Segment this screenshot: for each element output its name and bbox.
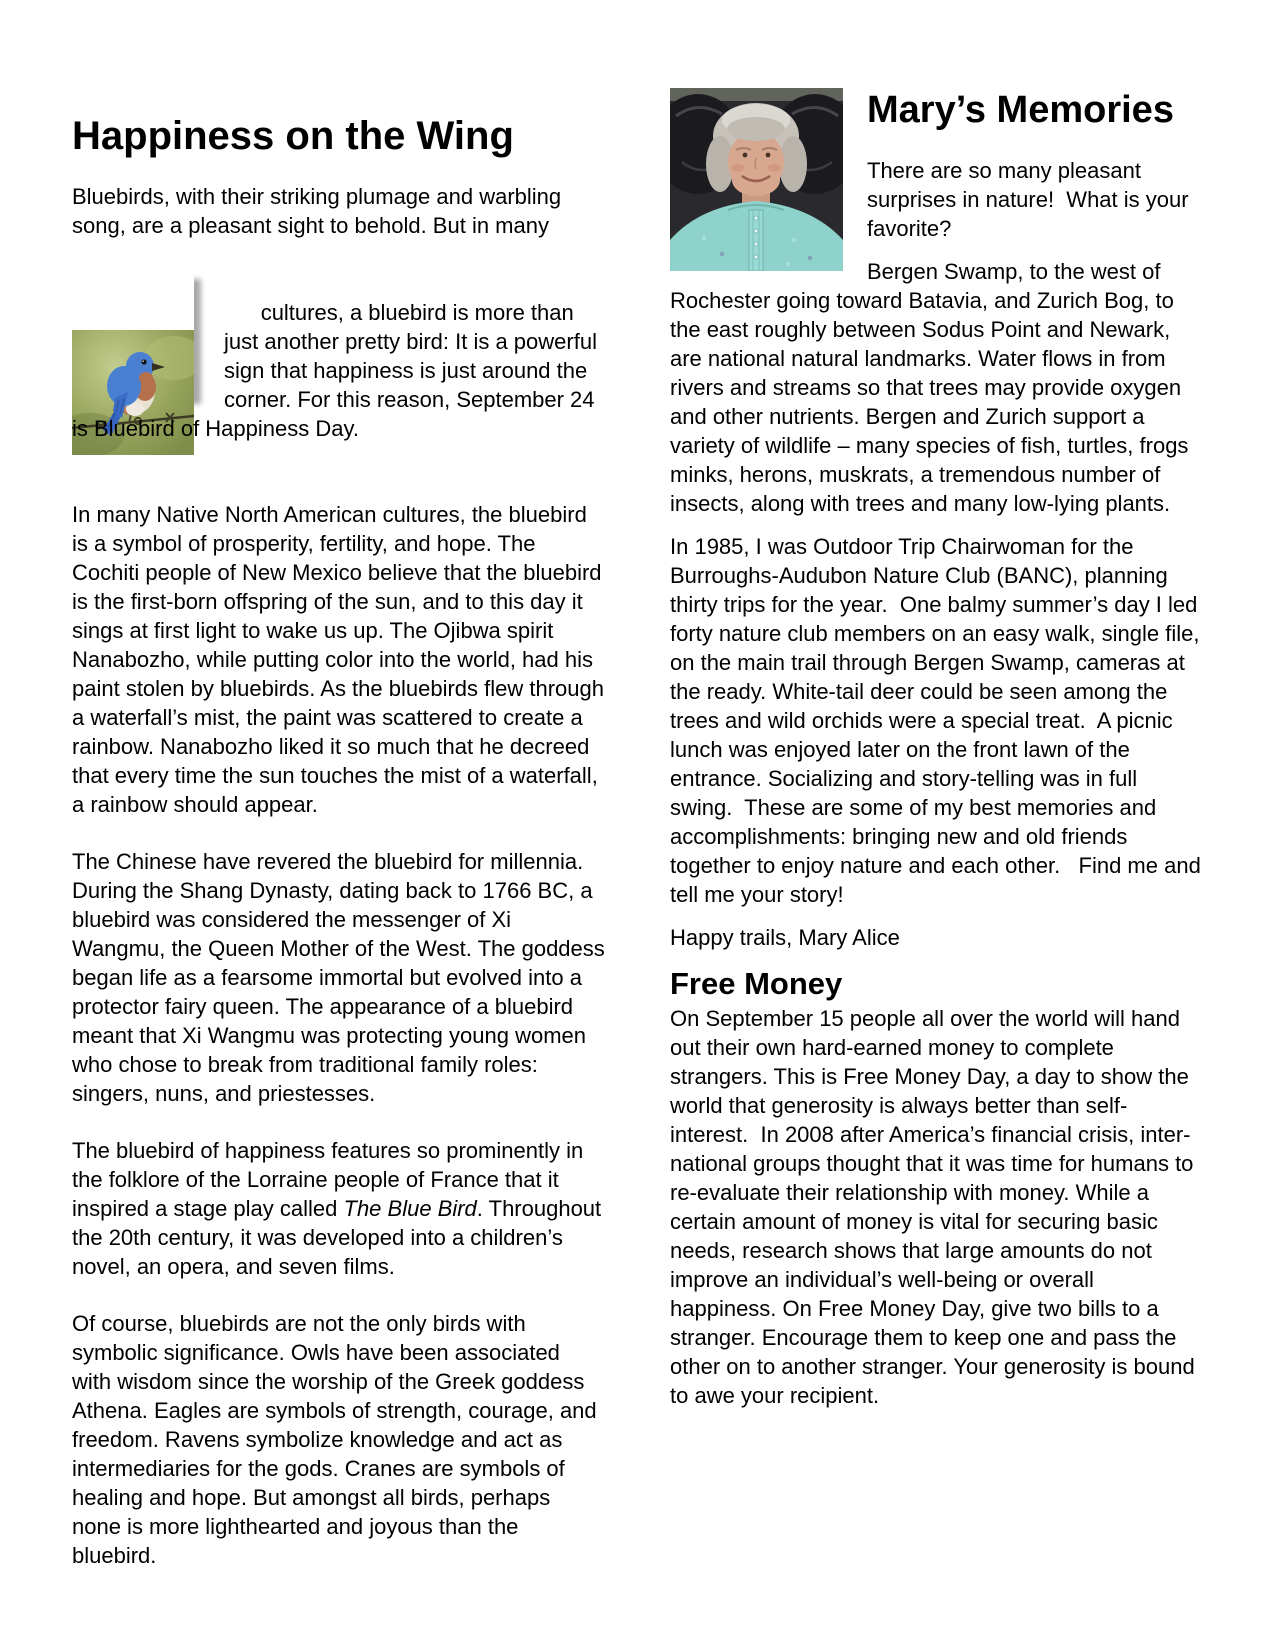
memories-paragraph-1: There are so many pleasant surprises in nature! What is your favorite? <box>867 158 1195 241</box>
happiness-paragraph-5: Of course, bluebirds are not the only birds with symbolic significance. Owls have been associated with wisdom since the worship of the Greek goddess Athena. Eagles are symbols of strength, courage, and freedom. Ravens symbolize knowledge and act as intermediaries for the gods. Cranes are symbols of healing and hope. But amongst all birds, perhaps none is more lighthearted and joyous than the bluebird. <box>72 1311 603 1568</box>
happiness-paragraph-1-body: cultures, a bluebird is more than just another pretty bird: It is a powerful sign that happiness is just around the corner. For this reason, September 24 is Bluebird of Happiness Day. <box>72 300 604 441</box>
article-title-happiness-on-the-wing: Happiness on the Wing <box>72 114 514 158</box>
memories-paragraph-2: Bergen Swamp, to the west of Rochester going toward Batavia, and Zurich Bog, to the east roughly between Sodus Point and Newark, are national natural landmarks. Water flows in from rivers and streams so that trees may provide oxygen and other nutrients. Bergen and Zurich support a variety of wildlife – many species of fish, turtles, frogs minks, herons, muskrats, a tremendous number of insects, along with trees and many low-lying plants. <box>670 259 1195 516</box>
free-money-paragraph-1: On September 15 people all over the world will hand out their own hard-earned money to complete strangers. This is Free Money Day, a day to show the world that generosity is always better than self-interest. In 2008 after America’s financial crisis, inter-national groups thought that it was time for humans to re-evaluate their relationship with money. While a certain amount of money is vital for securing basic needs, research shows that large amounts do not improve an individual’s well-being or overall happiness. On Free Money Day, give two bills to a stranger. Encourage them to keep one and pass the other on to another stranger. Your generosity is bound to awe your recipient. <box>670 1006 1201 1408</box>
happiness-paragraph-4-tail: . Throughout the 20th century, it was developed into a children’s novel, an opera, and seven films. <box>72 1196 608 1279</box>
memories-signoff: Happy trails, Mary Alice <box>670 925 900 950</box>
happiness-paragraph-1-wrap <box>72 240 605 472</box>
happiness-paragraph-4-lead: The bluebird of happiness features so prominently in the folklore of the Lorraine people of France that it inspired a stage play called <box>72 1138 590 1221</box>
left-column <box>72 113 611 1598</box>
happiness-paragraph-3: The Chinese have revered the bluebird for millennia. During the Shang Dynasty, dating back to 1766 BC, a bluebird was considered the messenger of Xi Wangmu, the Queen Mother of the West. The goddess began life as a fearsome immortal but evolved into a protector fairy queen. The appearance of a bluebird meant that Xi Wangmu was protecting young women who chose to break from traditional family roles: singers, nuns, and priestesses. <box>72 849 611 1106</box>
happiness-paragraph-4 <box>72 1136 608 1281</box>
article-title-marys-memories: Mary’s Memories <box>867 89 1174 131</box>
mary-portrait-graphic <box>670 88 843 271</box>
mary-portrait-photo <box>670 88 843 271</box>
right-column <box>670 86 1205 1424</box>
happiness-paragraph-1-intro: Bluebirds, with their striking plumage and warbling song, are a pleasant sight to behold. But in many <box>72 184 568 238</box>
article-title-free-money: Free Money <box>670 966 843 1001</box>
memories-paragraph-3: In 1985, I was Outdoor Trip Chairwoman for the Burroughs-Audubon Nature Club (BANC), planning thirty trips for the year. One balmy summer’s day I led forty nature club members on an easy walk, single file, on the main trail through Bergen Swamp, cameras at the ready. White-tail deer could be seen among the trees and wild orchids were a special treat. A picnic lunch was enjoyed later on the front lawn of the entrance. Socializing and story-telling was in full swing. These are some of my best memories and accomplishments: bringing new and old friends together to enjoy nature and each other. Find me and tell me your story! <box>670 534 1207 907</box>
bluebird-photo <box>72 272 194 397</box>
book-title-the-blue-bird: The Blue Bird <box>343 1196 477 1221</box>
happiness-paragraph-2: In many Native North American cultures, the bluebird is a symbol of prosperity, fertility, and hope. The Cochiti people of New Mexico believe that the bluebird is the first-born offspring of the sun, and to this day it sings at first light to wake us up. The Ojibwa spirit Nanabozho, while putting color into the world, had his paint stolen by bluebirds. As the bluebirds flew through a waterfall’s mist, the paint was scattered to create a rainbow. Nanabozho liked it so much that he decreed that every time the sun touches the mist of a waterfall, a rainbow should appear. <box>72 502 611 817</box>
